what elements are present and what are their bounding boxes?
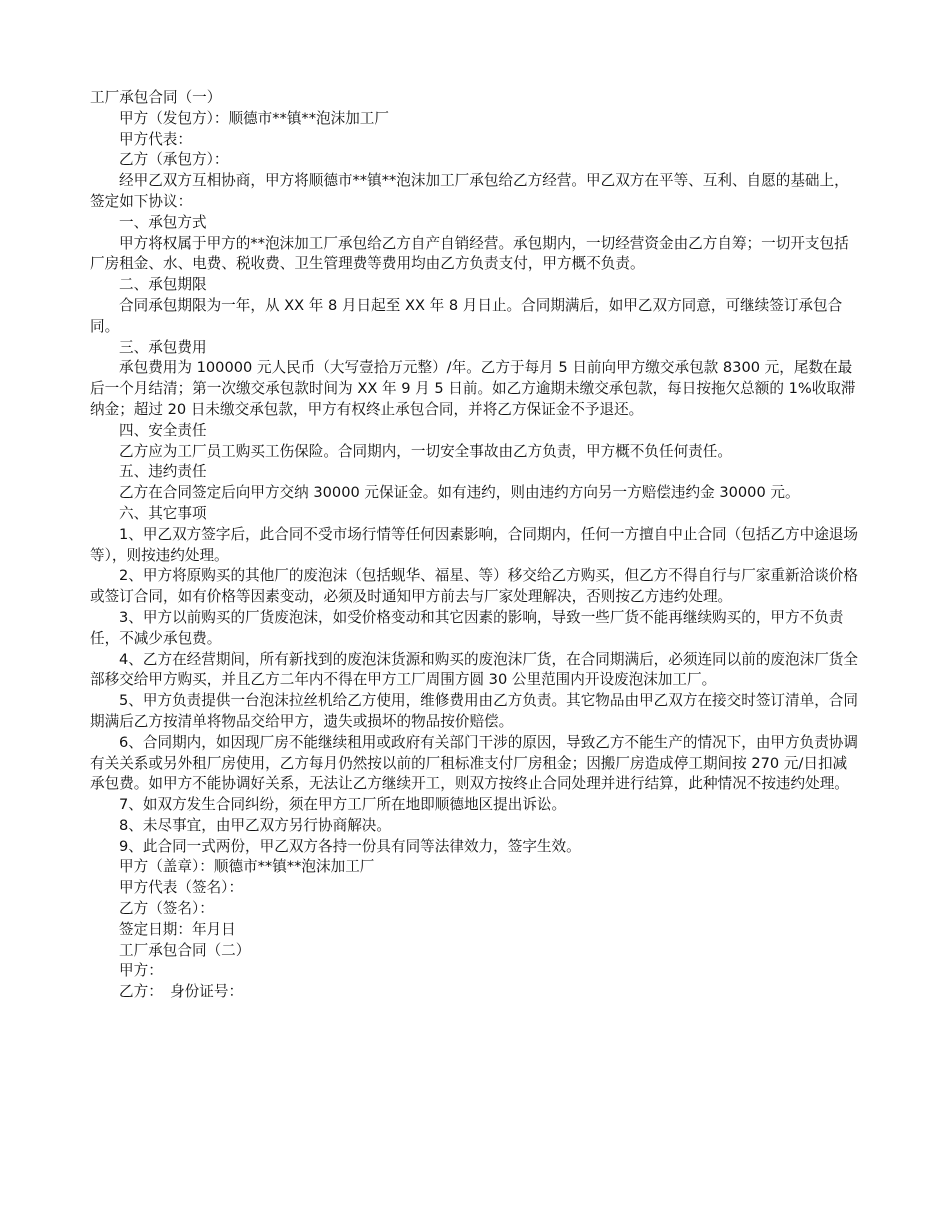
other-matters-item-6: 6、合同期内，如因现厂房不能继续租用或政府有关部门干涉的原因，导致乙方不能生产的情况下，由甲方负责协调有关关系或另外租厂房使用，乙方每月仍然按以前的厂租标准支付厂房租金；因搬厂房造成停工期间按 270 元/日扣减承包费。如甲方不能协调好关系，无法让乙方继续开工，则双方按终止合同处理并进行结算，此种情况不按违约处理。	[90, 733, 858, 793]
section-heading-other-matters: 六、其它事项	[119, 504, 207, 522]
party-b-line: 乙方（承包方）：	[119, 151, 229, 169]
other-matters-item-9: 9、此合同一式两份，甲乙双方各持一份具有同等法律效力，签字生效。	[119, 837, 581, 855]
section-heading-breach: 五、违约责任	[119, 463, 207, 481]
other-matters-item-4: 4、乙方在经营期间，所有新找到的废泡沫货源和购买的废泡沫厂货，在合同期满后，必须连同以前的废泡沫厂货全部移交给甲方购买，并且乙方二年内不得在甲方工厂周围方圆 30 公里范围内开设废泡沫加工厂。	[90, 650, 858, 689]
breach-paragraph: 乙方在合同签定后向甲方交纳 30000 元保证金。如有违约，则由违约方向另一方赔偿违约金 30000 元。	[119, 484, 800, 502]
party-a-representative-signature-line: 甲方代表（签名）：	[119, 879, 244, 897]
other-matters-item-1: 1、甲乙双方签字后，此合同不受市场行情等任何因素影响，合同期内，任何一方擅自中止合同（包括乙方中途退场等），则按违约处理。	[90, 525, 858, 564]
section-heading-contract-period: 二、承包期限	[119, 276, 207, 294]
contract-fee-paragraph: 承包费用为 100000 元人民币（大写壹拾万元整）/年。乙方于每月 5 日前向甲方缴交承包款 8300 元，尾数在最后一个月结清；第一次缴交承包款时间为 XX 年 9 月 5 日前。如乙方逾期未缴交承包款，每日按拖欠总额的 1%收取滞纳金；超过 20 日未缴交承包款，甲方有权终止承包合同，并将乙方保证金不予退还。	[90, 359, 856, 418]
contract-title-one: 工厂承包合同（一）	[90, 89, 222, 106]
contract-period-paragraph: 合同承包期限为一年，从 XX 年 8 月日起至 XX 年 8 月日止。合同期满后，如甲乙双方同意，可继续签订承包合同。	[90, 296, 843, 335]
other-matters-item-3: 3、甲方以前购买的厂货废泡沫，如受价格变动和其它因素的影响，导致一些厂货不能再继续购买的，甲方不负责任，不减少承包费。	[90, 608, 844, 647]
section-heading-contract-method: 一、承包方式	[119, 213, 207, 231]
contract-title-two: 工厂承包合同（二）	[119, 941, 251, 959]
contract-method-paragraph: 甲方将权属于甲方的**泡沫加工厂承包给乙方自产自销经营。承包期内，一切经营资金由乙方自筹；一切开支包括厂房租金、水、电费、税收费、卫生管理费等费用均由乙方负责支付，甲方概不负责。	[90, 234, 849, 273]
other-matters-item-8: 8、未尽事宜，由甲乙双方另行协商解决。	[119, 816, 391, 834]
safety-paragraph: 乙方应为工厂员工购买工伤保险。合同期内，一切安全事故由乙方负责，甲方概不负任何责任。	[119, 442, 732, 460]
party-b-signature-line: 乙方（签名）：	[119, 900, 214, 918]
other-matters-item-2: 2、甲方将原购买的其他厂的废泡沫（包括蚬华、福星、等）移交给乙方购买，但乙方不得自行与厂家重新洽谈价格或签订合同，如有价格等因素变动，必须及时通知甲方前去与厂家处理解决，否则按乙方违约处理。	[90, 567, 858, 606]
party-a-representative-line: 甲方代表：	[119, 130, 192, 148]
contract-two-party-b-id-line: 乙方： 身份证号：	[119, 983, 244, 1001]
section-heading-safety: 四、安全责任	[119, 421, 207, 439]
document-page	[90, 88, 860, 1003]
other-matters-item-5: 5、甲方负责提供一台泡沫拉丝机给乙方使用，维修费用由乙方负责。其它物品由甲乙双方在接交时签订清单，合同期满后乙方按清单将物品交给甲方，遗失或损坏的物品按价赔偿。	[90, 692, 858, 730]
section-heading-contract-fee: 三、承包费用	[119, 338, 207, 356]
other-matters-item-7: 7、如双方发生合同纠纷，须在甲方工厂所在地即顺德地区提出诉讼。	[119, 796, 567, 814]
party-a-line: 甲方（发包方）：顺德市**镇**泡沫加工厂	[119, 109, 389, 127]
signing-date-line: 签定日期：年月日	[119, 920, 236, 938]
preamble-paragraph: 经甲乙双方互相协商，甲方将顺德市**镇**泡沫加工厂承包给乙方经营。甲乙双方在平等、互利、自愿的基础上，签定如下协议：	[90, 172, 849, 210]
contract-two-party-a-line: 甲方：	[119, 962, 163, 980]
party-a-seal-line: 甲方（盖章）：顺德市**镇**泡沫加工厂	[119, 858, 375, 876]
